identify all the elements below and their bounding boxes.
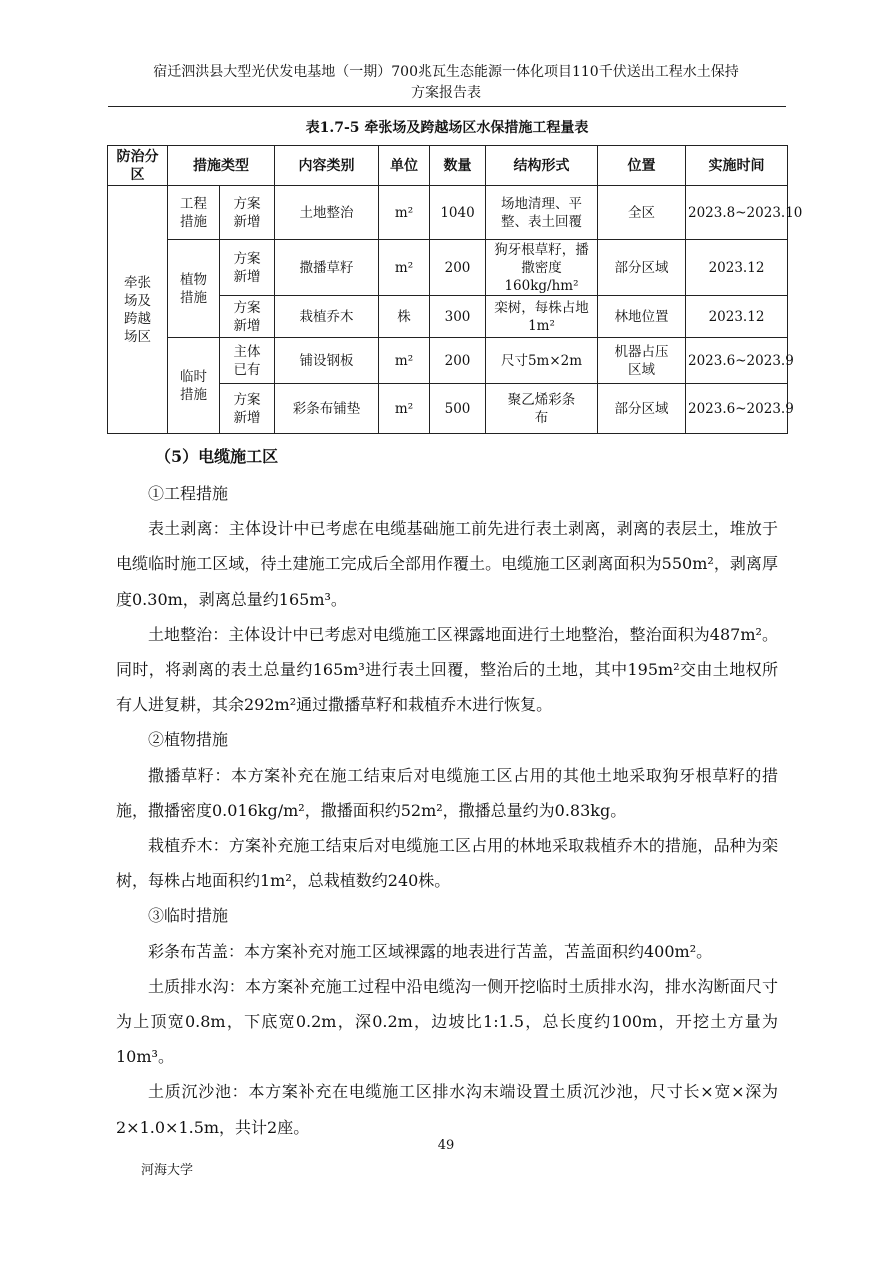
- quantity-cell: 200: [430, 240, 486, 296]
- paragraph-land-rehabilitation: 土地整治：主体设计中已考虑对电缆施工区裸露地面进行土地整治，整治面积为487m²。同时，将剥离的表土总量约165m³进行表土回覆，整治后的土地，其中195m²交由土地权所有人进复耕，其余292m²通过撒播草籽和栽植乔木进行恢复。: [116, 624, 778, 715]
- zone-cell: 牵张场及跨越场区: [108, 186, 168, 434]
- paragraph-topsoil-stripping: 表土剥离：主体设计中已考虑在电缆基础施工前先进行表土剥离，剥离的表层土，堆放于电缆临时施工区域，待土建施工完成后全部用作覆土。电缆施工区剥离面积为550m²，剥离厚度0.30m，剥离总量约165m³。: [116, 519, 778, 609]
- unit-cell: m²: [379, 186, 430, 240]
- paragraph-drainage-ditch: 土质排水沟：本方案补充施工过程中沿电缆沟一侧开挖临时土质排水沟，排水沟断面尺寸为上顶宽0.8m，下底宽0.2m，深0.2m，边坡比1:1.5，总长度约100m，开挖土方量为10m³。: [116, 976, 778, 1067]
- paragraph-sediment-basin: 土质沉沙池：本方案补充在电缆施工区排水沟末端设置土质沉沙池，尺寸长×宽×深为2×1.0×1.5m，共计2座。: [116, 1082, 778, 1137]
- table-row: [108, 240, 788, 296]
- structure-cell: 聚乙烯彩条布: [486, 384, 598, 434]
- unit-cell: m²: [379, 338, 430, 384]
- header-unit: 单位: [379, 146, 430, 186]
- paragraph-tarp-cover: 彩条布苫盖：本方案补充对施工区域裸露的地表进行苫盖，苫盖面积约400m²。: [148, 941, 713, 961]
- quantity-cell: 200: [430, 338, 486, 384]
- unit-cell: m²: [379, 384, 430, 434]
- subheading-engineering: ①工程措施: [148, 484, 229, 503]
- body-text: [116, 476, 778, 1145]
- content-cell: 栽植乔木: [275, 296, 379, 338]
- header-title-line2: 方案报告表: [411, 85, 481, 101]
- header-zone: 防治分区: [108, 146, 168, 186]
- section-heading: （5）电缆施工区: [155, 447, 279, 466]
- header-time: 实施时间: [686, 146, 788, 186]
- unit-cell: m²: [379, 240, 430, 296]
- time-cell: 2023.6~2023.9: [686, 384, 788, 434]
- location-cell: 机器占压区域: [598, 338, 686, 384]
- header-divider: [108, 106, 786, 107]
- table-row: [108, 338, 788, 384]
- quantity-cell: 300: [430, 296, 486, 338]
- page-number: 49: [437, 1138, 455, 1153]
- subheading-temporary: ③临时措施: [148, 906, 229, 926]
- structure-cell: 场地清理、平整、表土回覆: [486, 186, 598, 240]
- unit-cell: 株: [379, 296, 430, 338]
- location-cell: 林地位置: [598, 296, 686, 338]
- category-cell: 工程措施: [168, 186, 220, 240]
- header-title-line1: 宿迁泗洪县大型光伏发电基地（一期）700兆瓦生态能源一体化项目110千伏送出工程水土保持: [153, 64, 739, 80]
- structure-cell: 狗牙根草籽，播撒密度160kg/hm²: [486, 240, 598, 296]
- table-row: [108, 186, 788, 240]
- page-header: [108, 62, 784, 104]
- time-cell: 2023.8~2023.10: [686, 186, 788, 240]
- location-cell: 全区: [598, 186, 686, 240]
- header-measure-type: 措施类型: [168, 146, 275, 186]
- structure-cell: 栾树，每株占地1m²: [486, 296, 598, 338]
- category-cell: 植物措施: [168, 240, 220, 338]
- paragraph-tree-planting: 栽植乔木：方案补充施工结束后对电缆施工区占用的林地采取栽植乔木的措施，品种为栾树，每株占地面积约1m²，总栽植数约240株。: [116, 836, 778, 891]
- header-structure: 结构形式: [486, 146, 598, 186]
- source-cell: 主体已有: [220, 338, 275, 384]
- subheading-vegetation: ②植物措施: [148, 730, 229, 750]
- header-quantity: 数量: [430, 146, 486, 186]
- source-cell: 方案新增: [220, 240, 275, 296]
- header-location: 位置: [598, 146, 686, 186]
- location-cell: 部分区域: [598, 384, 686, 434]
- time-cell: 2023.6~2023.9: [686, 338, 788, 384]
- measures-table: [107, 145, 803, 434]
- content-cell: 铺设钢板: [275, 338, 379, 384]
- time-cell: 2023.12: [686, 240, 788, 296]
- source-cell: 方案新增: [220, 296, 275, 338]
- quantity-cell: 500: [430, 384, 486, 434]
- structure-cell: 尺寸5m×2m: [486, 338, 598, 384]
- location-cell: 部分区域: [598, 240, 686, 296]
- source-cell: 方案新增: [220, 186, 275, 240]
- quantity-cell: 1040: [430, 186, 486, 240]
- content-cell: 撒播草籽: [275, 240, 379, 296]
- footer-organization: 河海大学: [141, 1163, 194, 1178]
- table-header-row: [108, 146, 788, 186]
- header-content: 内容类别: [275, 146, 379, 186]
- category-cell: 临时措施: [168, 338, 220, 434]
- content-cell: 彩条布铺垫: [275, 384, 379, 434]
- source-cell: 方案新增: [220, 384, 275, 434]
- time-cell: 2023.12: [686, 296, 788, 338]
- paragraph-grass-seeding: 撒播草籽：本方案补充在施工结束后对电缆施工区占用的其他土地采取狗牙根草籽的措施，撒播密度0.016kg/m²，撒播面积约52m²，撒播总量约为0.83kg。: [116, 765, 778, 820]
- content-cell: 土地整治: [275, 186, 379, 240]
- table-title: 表1.7-5 牵张场及跨越场区水保措施工程量表: [305, 120, 589, 136]
